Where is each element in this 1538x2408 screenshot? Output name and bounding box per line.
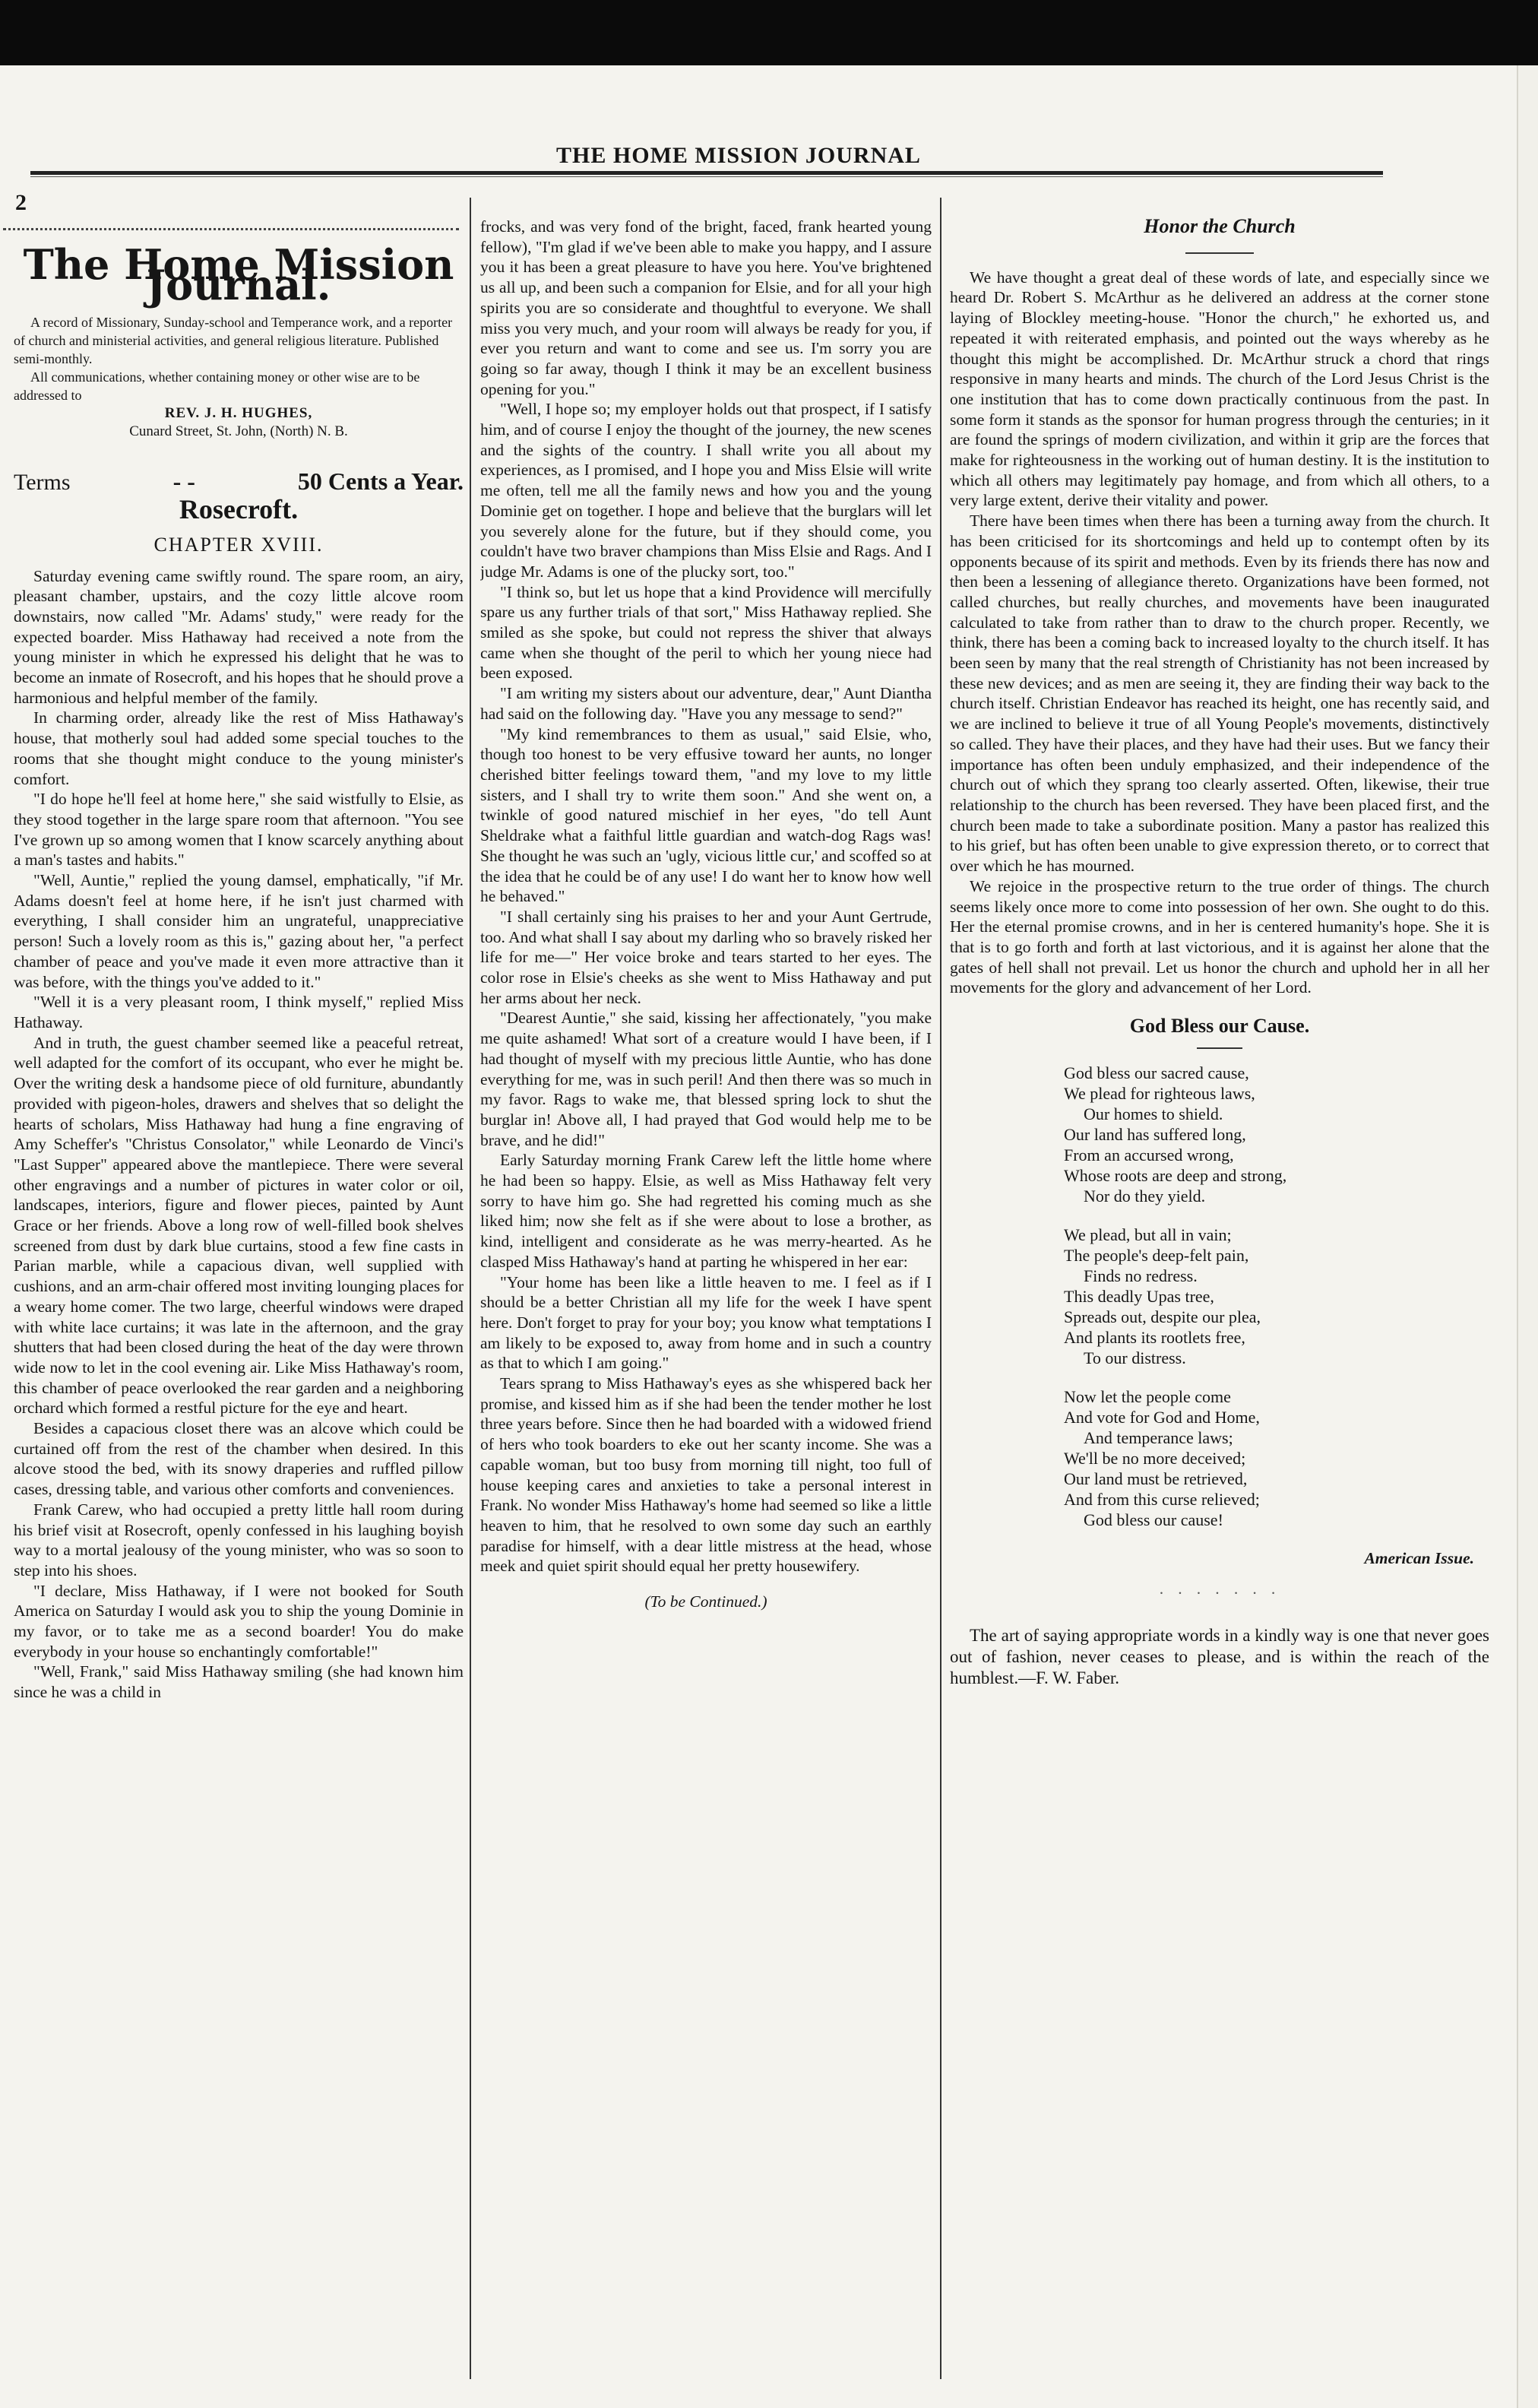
- masthead-dotted-rule: [3, 228, 459, 230]
- editor-address: Cunard Street, St. John, (North) N. B.: [129, 423, 348, 440]
- column-3: [950, 217, 1489, 2406]
- paragraph: Frank Carew, who had occupied a pretty little hall room during his brief visit at Rosecroft, openly confessed in his laughing boyish way to a mortal jealousy of the young minister, who was so soon to step into his shoes.: [14, 1500, 464, 1579]
- poem-title: God Bless our Cause.: [1129, 1015, 1310, 1038]
- page-number: 2: [15, 190, 27, 215]
- poem-stanza: [1064, 1225, 1489, 1368]
- title-rule: [1185, 252, 1254, 254]
- poem-body: [950, 1063, 1489, 1530]
- paragraph: "I shall certainly sing his praises to her and your Aunt Gertrude, too. And what shall I say about my darling who so bravely risked her life for me—" Her voice broke and tears started to her eyes. The color rose in Elsie's cheeks as she went to Miss Hathaway and put her arms about her neck.: [480, 907, 932, 1007]
- masthead-title: The Home Mission Journal.: [23, 247, 454, 309]
- poem-line: Our land must be retrieved,: [1064, 1469, 1248, 1488]
- poem-line: To our distress.: [1084, 1348, 1186, 1367]
- paragraph: "Well, Frank," said Miss Hathaway smiling (she had known him since he was a child in: [14, 1662, 464, 1702]
- poem-title-rule: [1197, 1047, 1242, 1049]
- poem-line: Spreads out, despite our plea,: [1064, 1307, 1261, 1326]
- paragraph: "I do hope he'll feel at home here," she said wistfully to Elsie, as they stood together in the large spare room that afternoon. "You see I've grown up so among women that I know scarcely anything about a man's tastes and habits.": [14, 790, 464, 870]
- paragraph: Besides a capacious closet there was an alcove which could be curtained off from the rest of the chamber when desired. In this alcove stood the bed, with its snowy draperies and ruffled pillow cases, dressing table, and various other comforts and conveniences.: [14, 1419, 464, 1499]
- editor-block: [14, 404, 464, 441]
- poem-stanza: [1064, 1063, 1489, 1206]
- column-1: [14, 247, 464, 2391]
- poem-credit: American Issue.: [1364, 1548, 1474, 1567]
- paragraph: "Dearest Auntie," she said, kissing her affectionately, "you make me quite ashamed! What sort of a creature would I have been, if I had thought of myself with my precious little Auntie, who has done everything for me, was in such peril! And then there was so much in my favor. Rags to wake me, that blessed spring lock to shut the burglar in! Above all, I had prayed that God would help me to be brave, and he did!": [480, 1009, 932, 1149]
- poem-line: Finds no redress.: [1084, 1266, 1198, 1285]
- poem-line: We plead, but all in vain;: [1064, 1225, 1232, 1244]
- to-be-continued: (To be Continued.): [644, 1592, 767, 1611]
- terms-line: [14, 467, 464, 496]
- poem-stanza: [1064, 1386, 1489, 1530]
- scan-border: [0, 0, 1538, 65]
- editor-name: REV. J. H. HUGHES,: [164, 405, 313, 422]
- article-body: [950, 268, 1489, 998]
- separator-dots: · · · · · · ·: [1158, 1584, 1281, 1603]
- terms-dash: - -: [172, 467, 195, 496]
- poem-line: God bless our sacred cause,: [1064, 1063, 1249, 1082]
- paragraph: "Well it is a very pleasant room, I think myself," replied Miss Hathaway.: [14, 993, 464, 1031]
- paragraph: "Well, Auntie," replied the young damsel, emphatically, "if Mr. Adams doesn't feel at home here, if he isn't just charmed with everything, I shall consider him an ungrateful, unappreciative person! Such a lovely room as this is," gazing about her, "a perfect chamber of peace and you've made it even more attractive than it was before, with the things you've added to it.": [14, 871, 464, 991]
- paragraph: "I am writing my sisters about our adventure, dear," Aunt Diantha had said on the following day. "Have you any message to send?": [480, 684, 932, 723]
- poem-line: Nor do they yield.: [1084, 1186, 1206, 1206]
- poem-line: And plants its rootlets free,: [1064, 1327, 1245, 1347]
- story-text-part-1: [14, 566, 464, 1703]
- paragraph: There have been times when there has been a turning away from the church. It has been criticised for its shortcomings and held up to contempt often by its opponents because of its spirit and methods. Even by its friends there has now and then been a lessening of allegiance thereto. Organizations have been formed, not called churches, but really churches, and movements have been inaugurated calculated to take from rather than to draw to the church proper. Recently, we think, there has been a coming back to increased loyalty to the church itself. It has been seen by many that the real strength of Christianity has not been increased by these new devices; and as men are seeing it, they are finding their way back to the church itself. Christian Endeavor has reached its height, one has recently said, and we are inclined to believe it true of all Young People's movements, distinctively so called. They have their places, and they have had their uses. But we fancy their importance has often been unduly emphasized, and their independence of the church out of which they sprang too clearly asserted. Often, likewise, their true relationship to the church has been reversed. They have been placed first, and the church been made to take a subordinate position. Many a pastor has realized this to his grief, but has often been unable to give expression thereto, or to correct that over which he has mourned.: [950, 512, 1489, 876]
- paragraph: frocks, and was very fond of the bright, faced, frank hearted young fellow), "I'm glad if we've been able to make you happy, and I assure you it has been a great pleasure to have you here. You've brightened us all up, and been such a companion for Elsie, and for all your high spirits you are so considerate and thoughtful to everyone. We shall miss you very much, and your room will always be ready for you, if ever you return and want to come and see us. I'm sorry you are going so far away, though I think it may be an excellent business opening for you.": [480, 217, 932, 398]
- poem-line: And vote for God and Home,: [1064, 1407, 1260, 1427]
- paragraph: Saturday evening came swiftly round. The spare room, an airy, pleasant chamber, upstairs, and the cozy little alcove room downstairs, now called "Mr. Adams' study," were ready for the expected boarder. Miss Hathaway had received a note from the young minister in which he expressed his delight that he was to become an inmate of Rosecroft, and his hopes that he should prove a harmonious and helpful member of the family.: [14, 566, 464, 707]
- poem-line: Whose roots are deep and strong,: [1064, 1165, 1287, 1185]
- paragraph: We have thought a great deal of these words of late, and especially since we heard Dr. Robert S. McArthur as he delivered an address at the corner stone laying of Blockley meeting-house. "Honor the church," he exhorted us, and repeated it with reiterated emphasis, and pointed out the ways whereby as he thought this might be accomplished. Dr. McArthur struck a chord that rings responsive in many hearts and minds. The church of the Lord Jesus Christ is the one institution that has to come down practically continuous from the past. In some form it stands as the sponsor for human progress through the centuries; in it are found the springs of modern civilization, and within it grip are the forces that make for righteousness in the working out of human destiny. It is the institution to which all others may legitimately pay homage, and from which all others, to a very large extent, derive their vitality and power.: [950, 268, 1489, 510]
- poem-line: We'll be no more deceived;: [1064, 1448, 1246, 1468]
- poem-line: We plead for righteous laws,: [1064, 1083, 1255, 1103]
- poem-line: And temperance laws;: [1084, 1427, 1233, 1447]
- paragraph: We rejoice in the prospective return to the true order of things. The church seems likely once more to come into possession of her own. She ought to do this. Her the eternal promise crowns, and in her is centered humanity's hope. She it is that is to go forth and forth at last victorious, and it is against her alone that the gates of hell shall not prevail. Let us honor the church and uphold her in all her movements for the glory and advancement of her Lord.: [950, 876, 1489, 997]
- closing-quote: The art of saying appropriate words in a kindly way is one that never goes out of fashion, never ceases to please, and is within the reach of the humblest.—F. W. Faber.: [950, 1626, 1489, 1688]
- paragraph: "I declare, Miss Hathaway, if I were not booked for South America on Saturday I would ask you to ship the young Dominie in my favor, or to take me as a second boarder! You do make everybody in your house so enchantingly comfortable!": [14, 1581, 464, 1661]
- column-2: [480, 217, 932, 2406]
- paragraph: And in truth, the guest chamber seemed like a peaceful retreat, well adapted for the comfort of its occupant, who ever he might be. Over the writing desk a handsome piece of old furniture, abundantly provided with pigeon-holes, drawers and shelves that so delight the hearts of scholars, Miss Hathaway had hung a fine engraving of Amy Scheffer's "Christus Consolator," while Leonardo de Vinci's "Last Supper" appeared above the mantlepiece. There were several other engravings and a number of pictures in water color or oil, landscapes, interiors, figure and flower pieces, painted by Aunt Grace or her friends. Above a long row of well-filled book shelves screened from dust by dark blue curtains, stood a few fine casts in Parian marble, while a capacious divan, well supplied with cushions, and an arm-chair offered most inviting lounging places for a weary home comer. The two large, cheerful windows were draped with white lace curtains; it was late in the afternoon, and the gray shutters that had been closed during the heat of the day were thrown wide now to let in the cool evening air. Like Miss Hathaway's room, this chamber of peace overlooked the rear garden and a neighboring orchard which formed a restful picture for the eye and heart.: [14, 1033, 464, 1418]
- paragraph: "Well, I hope so; my employer holds out that prospect, if I satisfy him, and of course I enjoy the thought of the journey, the new scenes and the sights of the country. I shall write you all about my experiences, as I promised, and I hope you and Miss Elsie will write me often, tell me all the family news and how you and the young Dominie get on together. I hope and believe that the burglars will let you severely alone for the future, but if they should come, you couldn't have two braver champions than Miss Elsie and Rags. And I judge Mr. Adams is one of the plucky sort, too.": [480, 400, 932, 581]
- paragraph: In charming order, already like the rest of Miss Hathaway's house, that motherly soul had added some special touches to the rooms that she thought might conduce to the young minister's comfort.: [14, 708, 464, 788]
- poem-line: The people's deep-felt pain,: [1064, 1245, 1249, 1265]
- story-title: Rosecroft.: [179, 494, 299, 525]
- poem-line: Our homes to shield.: [1084, 1104, 1223, 1123]
- header-rule: [30, 171, 1383, 175]
- masthead-intro: A record of Missionary, Sunday-school and Temperance work, and a reporter of church and ministerial activities, and general religious literature. Published semi-monthly.: [14, 315, 453, 367]
- paragraph: Early Saturday morning Frank Carew left the little home where he had been so happy. Elsie, as well as Miss Hathaway felt very sorry to have him go. She had regretted his coming much as she liked him; now she felt as if she were about to lose a brother, as kind, intelligent and considerate as he was merry-hearted. As he clasped Miss Hathaway's hand at parting he whispered in her ear:: [480, 1151, 932, 1271]
- poem-line: And from this curse relieved;: [1064, 1489, 1260, 1509]
- paragraph: "I think so, but let us hope that a kind Providence will mercifully spare us any further trials of that sort," Miss Hathaway replied. She smiled as she spoke, but could not repress the shiver that always came when she thought of the peril to which her young niece had been exposed.: [480, 582, 932, 683]
- poem-line: This deadly Upas tree,: [1064, 1286, 1214, 1306]
- paragraph: Tears sprang to Miss Hathaway's eyes as she whispered back her promise, and kissed him as if she had been the tender mother he lost three years before. Since then he had boarded with a widowed friend of hers who took boarders to eke out her scanty income. She was a capable woman, but too busy from morning till night, too full of house keeping cares and anxieties to take a personal interest in Frank. No wonder Miss Hathaway's home had seemed so like a little heaven to him, that he resolved to own some day such an earthly paradise for himself, with a dear little mistress at the head, whose meek and quiet spirit should equal her pretty housewifery.: [480, 1374, 932, 1576]
- poem-line: Now let the people come: [1064, 1386, 1231, 1406]
- header-rule-thin: [30, 176, 1383, 177]
- article-title: Honor the Church: [1144, 217, 1296, 237]
- adjacent-page-edge: [1517, 65, 1538, 2408]
- story-text-part-2: [480, 217, 932, 1576]
- poem-line: Our land has suffered long,: [1064, 1124, 1246, 1144]
- masthead-communications: All communications, whether containing money or other wise are to be addressed to: [14, 369, 420, 404]
- column-rule-1: [470, 198, 471, 2379]
- poem-line: From an accursed wrong,: [1064, 1145, 1234, 1164]
- poem-line: God bless our cause!: [1084, 1510, 1223, 1529]
- terms-label: Terms: [14, 470, 71, 496]
- column-rule-2: [940, 198, 941, 2379]
- running-head: THE HOME MISSION JOURNAL: [556, 143, 921, 168]
- paragraph: "My kind remembrances to them as usual," said Elsie, who, though too honest to be very effusive toward her aunts, no longer cherished bitter feelings toward them, "and my love to my little sisters, and I shall try to write them soon." And she went on, a twinkle of good natured mischief in her eyes, "do tell Aunt Sheldrake what a faithful little guardian and watch-dog Rags was! She thought he was such an 'ugly, vicious little cur,' and scoffed so at the idea that he could be of any use! I do want her to know how well he behaved.": [480, 724, 932, 906]
- terms-value: 50 Cents a Year.: [297, 467, 464, 496]
- paragraph: "Your home has been like a little heaven to me. I feel as if I should be a better Christian all my life for the week I have spent here. Don't forget to pray for your boy; you know what temptations I am likely to be exposed to, away from home and in such a country as that to which I am going.": [480, 1272, 932, 1373]
- chapter-heading: CHAPTER XVIII.: [153, 533, 324, 556]
